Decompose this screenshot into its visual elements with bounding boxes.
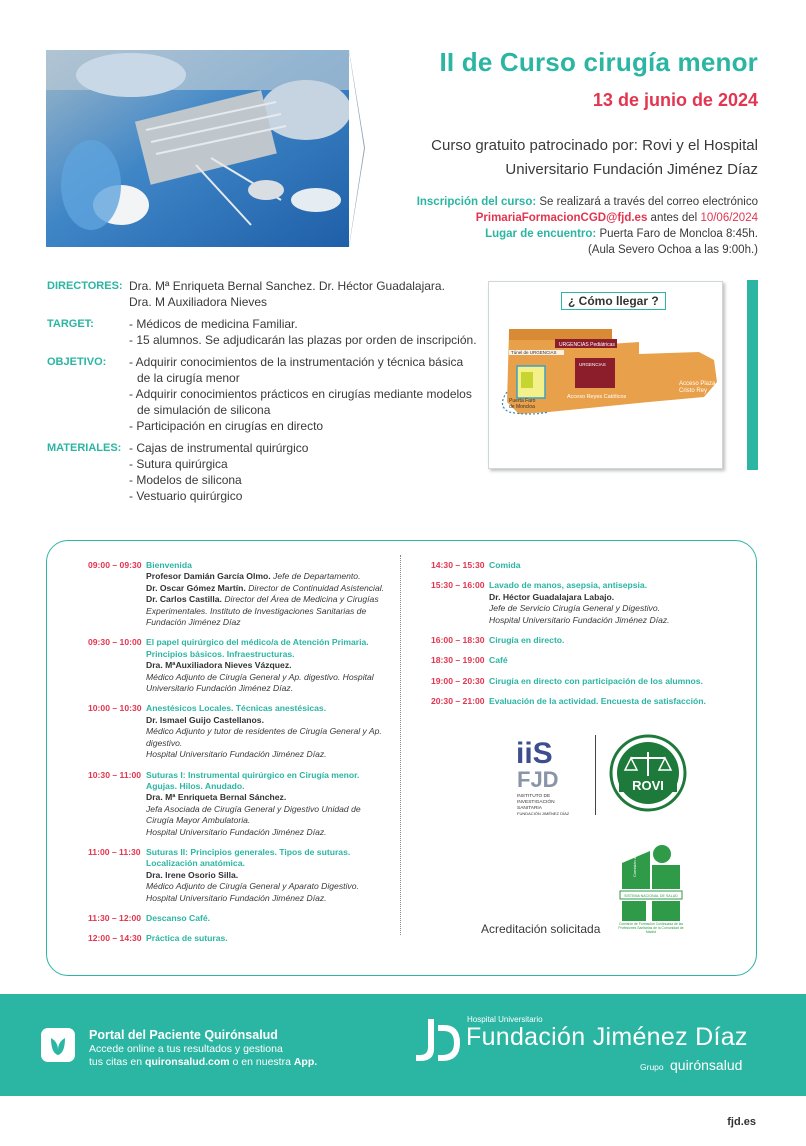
quironsalud-logo-text: quirónsalud [670,1057,743,1073]
map-puerta-1: Puerta Faro [509,398,536,404]
schedule-slot [431,696,741,707]
slot-header [431,655,741,666]
slot-line [146,715,388,726]
schedule-slot [88,770,388,838]
slot-title: Cirugía en directo con participación de los alumnos. [489,675,703,686]
objetivo-line: - Adquirir conocimientos prácticos en cirugías mediante modelos de simulación de silicona [129,387,472,417]
schedule-left-column [88,560,388,954]
cfc-logo [616,845,686,940]
slot-time: 12:00 – 14:30 [88,933,142,944]
slot-line [146,792,388,803]
footer-bar [0,994,806,1096]
slot-header [431,560,741,571]
slot-line [146,583,388,594]
slot-header [88,637,388,660]
speaker-role: Médico Adjunto de Cirugía General y Ap. digestivo. Hospital Universitario Fundación Jiménez Díaz. [146,671,374,694]
slot-title: El papel quirúrgico del médico/a de Atención Primaria. Principios básicos. Infraestructuras. [146,637,369,659]
schedule-slot [431,655,741,666]
speaker-name: Dra. Irene Osorio Silla. [146,869,239,880]
slot-title: Cirugía en directo. [489,635,565,646]
portal-app-icon[interactable] [41,1028,75,1062]
registration-info [338,194,758,258]
slot-header [88,560,388,571]
materiales-line: - Vestuario quirúrgico [129,489,243,503]
sponsor-line-1: Curso gratuito patrocinado por: Rovi y el Hospital [431,137,758,154]
schedule-slot [431,676,741,687]
hospital-name: Fundación Jiménez Díaz [466,1023,748,1051]
map-plaza-2: Cristo Rey [679,388,708,394]
slot-time: 18:30 – 19:00 [431,655,485,666]
materiales-label: MATERIALES: [47,442,122,454]
surgery-photo [46,50,349,247]
sponsor-line-2: Universitario Fundación Jiménez Díaz [505,161,758,178]
iis-caption-1: INSTITUTO DE [517,794,551,799]
slot-time: 11:00 – 11:30 [88,846,141,857]
slot-line [146,672,388,695]
directores-line: Dra. M Auxiliadora Nieves [129,295,268,309]
speaker-name: Profesor Damián García Olmo. [146,571,271,582]
course-date: 13 de junio de 2024 [592,90,758,110]
slot-title: Suturas II: Principios generales. Tipos de suturas. Localización anatómica. [146,846,351,869]
slot-time: 09:00 – 09:30 [88,560,142,570]
schedule-slot [88,637,388,694]
schedule-right-column [431,560,741,717]
slot-header [431,676,741,687]
fjd-mark-icon [412,1015,464,1065]
slot-line [146,571,388,582]
portal-site-link[interactable]: quironsalud.com [145,1056,230,1068]
portal-app-link[interactable]: App. [293,1056,318,1068]
slot-time: 19:00 – 20:30 [431,675,485,686]
slot-line [146,827,388,838]
slot-title: Lavado de manos, asepsia, antisepsia. [489,580,648,591]
hospital-small-label: Hospital Universitario [467,1015,543,1024]
slot-line [146,749,388,760]
slot-header [88,913,388,924]
speaker-role: Director de Continuidad Asistencial. [245,582,385,593]
slot-time: 10:00 – 10:30 [88,703,142,714]
slot-title: Suturas I: Instrumental quirúrgico en Cirugía menor. Agujas. Hilos. Anudado. [146,769,360,791]
meeting-text: Puerta Faro de Moncloa 8:45h. [596,228,758,240]
schedule-slot [431,635,741,646]
schedule-slot [88,913,388,924]
logo-separator [595,735,596,815]
slot-line [146,726,388,749]
schedule-slot [88,703,388,760]
slot-time: 16:00 – 18:30 [431,635,485,646]
map-urgencias-ped: URGENCIAS Pediátricas [559,342,615,348]
schedule-slot [88,933,388,944]
portal-title[interactable]: Portal del Paciente Quirónsalud [89,1028,278,1042]
slot-time: 15:30 – 16:00 [431,580,485,591]
slot-title: Evaluación de la actividad. Encuesta de satisfacción. [489,696,706,707]
slot-line [146,881,388,904]
info-target [47,316,477,348]
registration-deadline: 10/06/2024 [700,212,758,224]
portal-sub-line-3: o en nuestra [229,1056,294,1068]
slot-body [88,715,388,761]
speaker-name: Dr. Ismael Guijo Castellanos. [146,714,264,725]
cfc-top: Comisión de Formación Continuada [632,845,637,877]
schedule-slot [431,560,741,571]
directores-label: DIRECTORES: [47,280,123,292]
target-line: - 15 alumnos. Se adjudicarán las plazas por orden de inscripción. [129,333,477,347]
speaker-role: Hospital Universitario Fundación Jiménez Díaz. [489,614,670,625]
slot-time: 11:30 – 12:00 [88,912,142,923]
slot-line [489,592,741,603]
speaker-name: Dr. Carlos Castilla. [146,594,222,605]
speaker-role: Jefa Asociada de Cirugía General y Digestivo Unidad de Cirugía Mayor Ambulatoria. [146,803,361,826]
portal-sub-line-1: Accede online a tus resultados y gestiona [89,1043,283,1055]
map-urgencias: URGENCIAS [579,362,606,367]
slot-line [489,615,741,626]
website-link[interactable]: fjd.es [727,1116,756,1128]
speaker-name: Dr. Oscar Gómez Martín. [146,582,246,593]
slot-body [88,792,388,838]
slot-body [88,660,388,694]
speaker-role: Jefe de Departamento. [270,571,361,582]
slot-line [146,804,388,827]
slot-line [146,870,388,881]
registration-before: antes del [647,212,701,224]
slot-line [146,660,388,671]
accreditation-text: Acreditación solicitada [481,922,601,936]
speaker-role: Hospital Universitario Fundación Jiménez Díaz. [146,749,327,760]
slot-header [88,933,388,944]
schedule-slot [88,847,388,904]
slot-time: 20:30 – 21:00 [431,696,485,707]
speaker-name: Dr. Héctor Guadalajara Labajo. [489,591,615,602]
directores-line: Dra. Mª Enriqueta Bernal Sanchez. Dr. Héctor Guadalajara. [129,279,445,293]
slot-body [431,592,741,626]
map-reyes: Acceso Reyes Católicos [567,394,627,400]
accent-bar [747,280,758,470]
map-tunel: Túnel de URGENCIAS [511,350,557,355]
speaker-role: Médico Adjunto y tutor de residentes de Cirugía General y Ap. digestivo. [146,726,382,748]
schedule-slot [431,580,741,626]
slot-line [146,594,388,628]
target-line: - Médicos de medicina Familiar. [129,317,298,331]
location-map [488,281,723,469]
slot-title: Anestésicos Locales. Técnicas anestésicas. [146,703,327,714]
slot-header [431,580,741,591]
slot-title: Práctica de suturas. [146,933,228,944]
materiales-line: - Sutura quirúrgica [129,457,228,471]
objetivo-label: OBJETIVO: [47,356,107,368]
speaker-role: Médico Adjunto de Cirugía General y Aparato Digestivo. Hospital Universitario Fundación Jiménez Díaz. [146,881,359,903]
info-materiales [47,440,477,504]
materiales-line: - Modelos de silicona [129,473,242,487]
meeting-label: Lugar de encuentro: [485,228,597,240]
speaker-name: Dra. MªAuxiliadora Nieves Vázquez. [146,660,292,671]
objetivo-line: - Participación en cirugías en directo [129,419,324,433]
materiales-line: - Cajas de instrumental quirúrgico [129,441,309,455]
slot-header [88,703,388,714]
objetivo-line: - Adquirir conocimientos de la instrumentación y técnica básica de la cirugía menor [129,355,464,385]
grupo-label: Grupo [640,1062,664,1072]
page-title: II de Curso cirugía menor [439,47,758,77]
slot-header [88,847,388,870]
portal-subtitle [89,1043,349,1069]
map-puerta-2: de Moncloa [509,404,535,410]
info-objetivo [47,354,477,434]
slot-title: Bienvenida [146,560,192,570]
slot-title: Café [489,655,508,666]
cfc-bottom: Comisión de Formación Continuada de las Profesiones Sanitarias de la Comunidad de Madrid [618,922,684,934]
slot-title: Descanso Café. [146,912,211,923]
iis-caption-3: SANITARIA [517,806,542,811]
slot-time: 09:30 – 10:00 [88,637,142,648]
iis-caption-2: INVESTIGACIÓN [517,800,555,805]
portal-sub-line-2: tus citas en [89,1056,146,1068]
target-label: TARGET: [47,318,94,330]
registration-email[interactable]: PrimariaFormacionCGD@fjd.es [475,212,648,224]
schedule-divider [400,555,401,935]
slot-body [88,870,388,904]
slot-header [431,696,741,707]
slot-title: Comida [489,560,521,570]
slot-time: 10:30 – 11:00 [88,769,142,780]
slot-time: 14:30 – 15:30 [431,560,485,570]
slot-body [88,571,388,628]
info-directores [47,278,477,310]
iis-fjd-logo [516,735,578,817]
iis-caption-4: FUNDACIÓN JIMÉNEZ DÍAZ [517,811,570,816]
slot-line [489,603,741,614]
speaker-role: Hospital Universitario Fundación Jiménez Díaz. [146,826,327,837]
course-info [47,278,477,508]
cfc-mid: SISTEMA NACIONAL DE SALUD [624,894,678,898]
how-to-arrive-label: ¿ Cómo llegar ? [561,292,666,310]
speaker-role: Jefe de Servicio Cirugía General y Digestivo. [489,603,660,614]
iis-top: iiS [516,737,553,770]
registration-text: Se realizará a través del correo electrónico [536,196,758,208]
sponsor-text [378,134,758,182]
map-plaza-1: Acceso Plaza [679,381,716,387]
schedule-slot [88,560,388,628]
speaker-role: Director del Área de Medicina y Cirugías Experimentales. Instituto de Investigaciones Sanitarias de Fundación Jiménez Díaz [146,594,379,628]
rovi-logo [609,734,687,812]
registration-label: Inscripción del curso: [416,196,537,208]
speaker-name: Dra. Mª Enriqueta Bernal Sánchez. [146,792,287,803]
iis-bottom: FJD [517,767,559,792]
slot-header [88,770,388,793]
slot-header [431,635,741,646]
meeting-alt: (Aula Severo Ochoa a las 9:00h.) [587,244,758,256]
rovi-text: ROVI [632,778,664,793]
